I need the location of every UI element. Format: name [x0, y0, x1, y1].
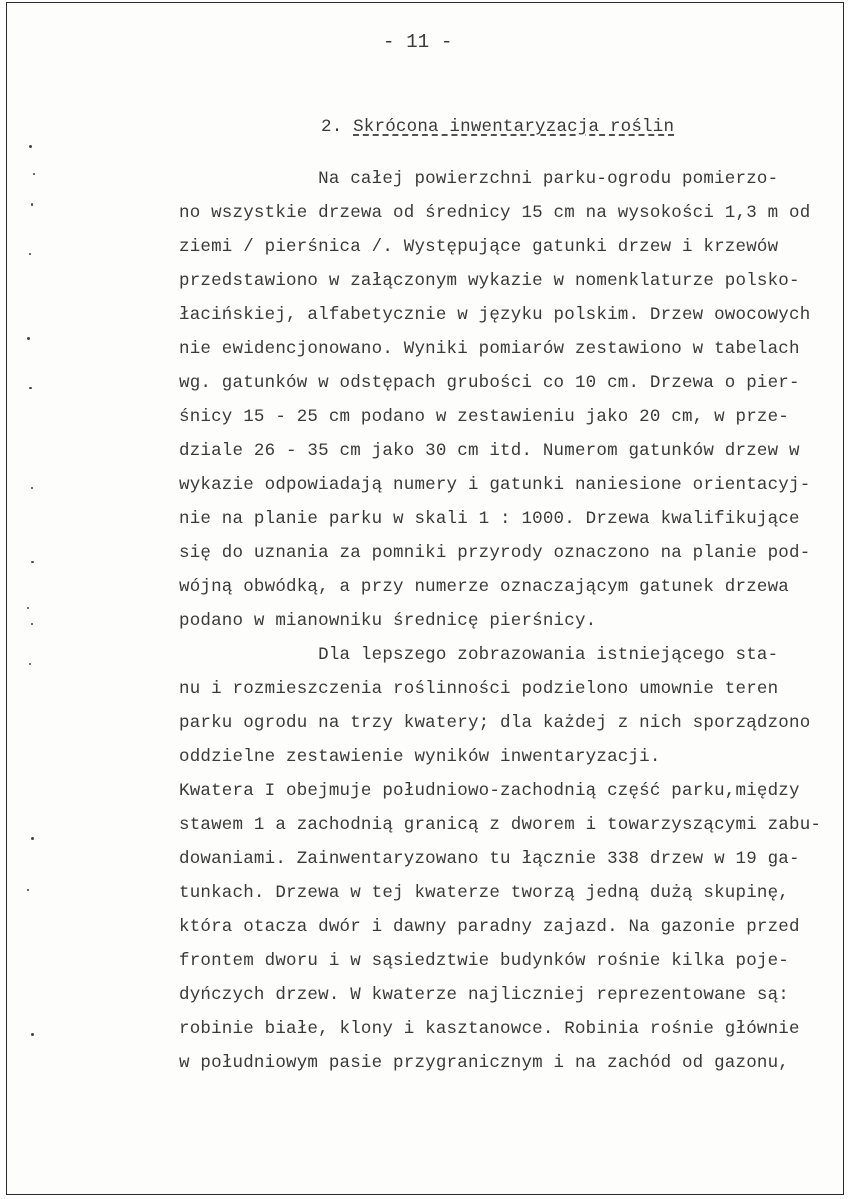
speck: [33, 173, 35, 175]
speck: [27, 607, 29, 609]
document-page: [6, 2, 844, 1195]
page-number: - 11 -: [383, 31, 453, 53]
text-line: przedstawiono w załączonym wykazie w nomenklaturze polsko-: [179, 271, 800, 291]
text-line: która otacza dwór i dawny paradny zajazd. Na gazonie przed: [179, 917, 800, 937]
text-line: frontem dworu i w sąsiedztwie budynków rośnie kilka poje-: [179, 951, 789, 971]
speck: [31, 561, 34, 563]
text-line: Dla lepszego zobrazowania istniejącego sta-: [179, 645, 779, 665]
speck: [31, 623, 33, 625]
speck: [31, 1033, 34, 1036]
section-title: Skrócona inwentaryzacja roślin: [353, 117, 675, 137]
text-line: się do uznania za pomniki przyrody oznaczono na planie pod-: [179, 543, 811, 563]
text-line: oddzielne zestawienie wyników inwentaryzacji.: [179, 747, 661, 767]
text-line: dyńczych drzew. W kwaterze najliczniej reprezentowane są:: [179, 985, 789, 1005]
speck: [29, 663, 31, 665]
text-line: wg. gatunków w odstępach grubości co 10 cm. Drzewa o pier-: [179, 373, 800, 393]
text-line: w południowym pasie przygranicznym i na zachód od gazonu,: [179, 1053, 789, 1073]
text-line: nie ewidencjonowano. Wyniki pomiarów zestawiono w tabelach: [179, 339, 800, 359]
section-number: 2.: [321, 117, 354, 137]
text-line: wykazie odpowiadają numery i gatunki naniesione orientacyj-: [179, 475, 811, 495]
text-line: śnicy 15 - 25 cm podano w zestawieniu jako 20 cm, w prze-: [179, 407, 789, 427]
speck: [31, 487, 33, 489]
text-line: ziemi / pierśnica /. Występujące gatunki drzew i krzewów: [179, 237, 779, 257]
speck: [27, 889, 29, 891]
text-line: no wszystkie drzewa od średnicy 15 cm na wysokości 1,3 m od: [179, 203, 811, 223]
text-line: tunkach. Drzewa w tej kwaterze tworzą jedną dużą skupinę,: [179, 883, 789, 903]
speck: [29, 387, 32, 389]
speck: [29, 253, 31, 255]
text-line: łacińskiej, alfabetycznie w języku polskim. Drzew owocowych: [179, 305, 811, 325]
text-line: robinie białe, klony i kasztanowce. Robinia rośnie głównie: [179, 1019, 800, 1039]
text-line: dziale 26 - 35 cm jako 30 cm itd. Numerom gatunków drzew w: [179, 441, 800, 461]
section-heading: [321, 117, 674, 137]
text-line: parku ogrodu na trzy kwatery; dla każdej z nich sporządzono: [179, 713, 811, 733]
text-line: nu i rozmieszczenia roślinności podzielono umownie teren: [179, 679, 779, 699]
text-line: podano w mianowniku średnicę pierśnicy.: [179, 611, 597, 631]
text-line: nie na planie parku w skali 1 : 1000. Drzewa kwalifikujące: [179, 509, 800, 529]
text-line: wójną obwódką, a przy numerze oznaczającym gatunek drzewa: [179, 577, 789, 597]
speck: [27, 337, 30, 340]
text-line-kwatera-i: Kwatera I obejmuje południowo-zachodnią część parku,między: [179, 781, 800, 801]
text-line: dowaniami. Zainwentaryzowano tu łącznie 338 drzew w 19 ga-: [179, 849, 800, 869]
text-line: stawem 1 a zachodnią granicą z dworem i towarzyszącymi zabu-: [179, 815, 822, 835]
text-line: Na całej powierzchni parku-ogrodu pomierzo-: [179, 169, 779, 189]
speck: [31, 203, 33, 206]
speck: [29, 145, 32, 148]
speck: [31, 837, 34, 840]
